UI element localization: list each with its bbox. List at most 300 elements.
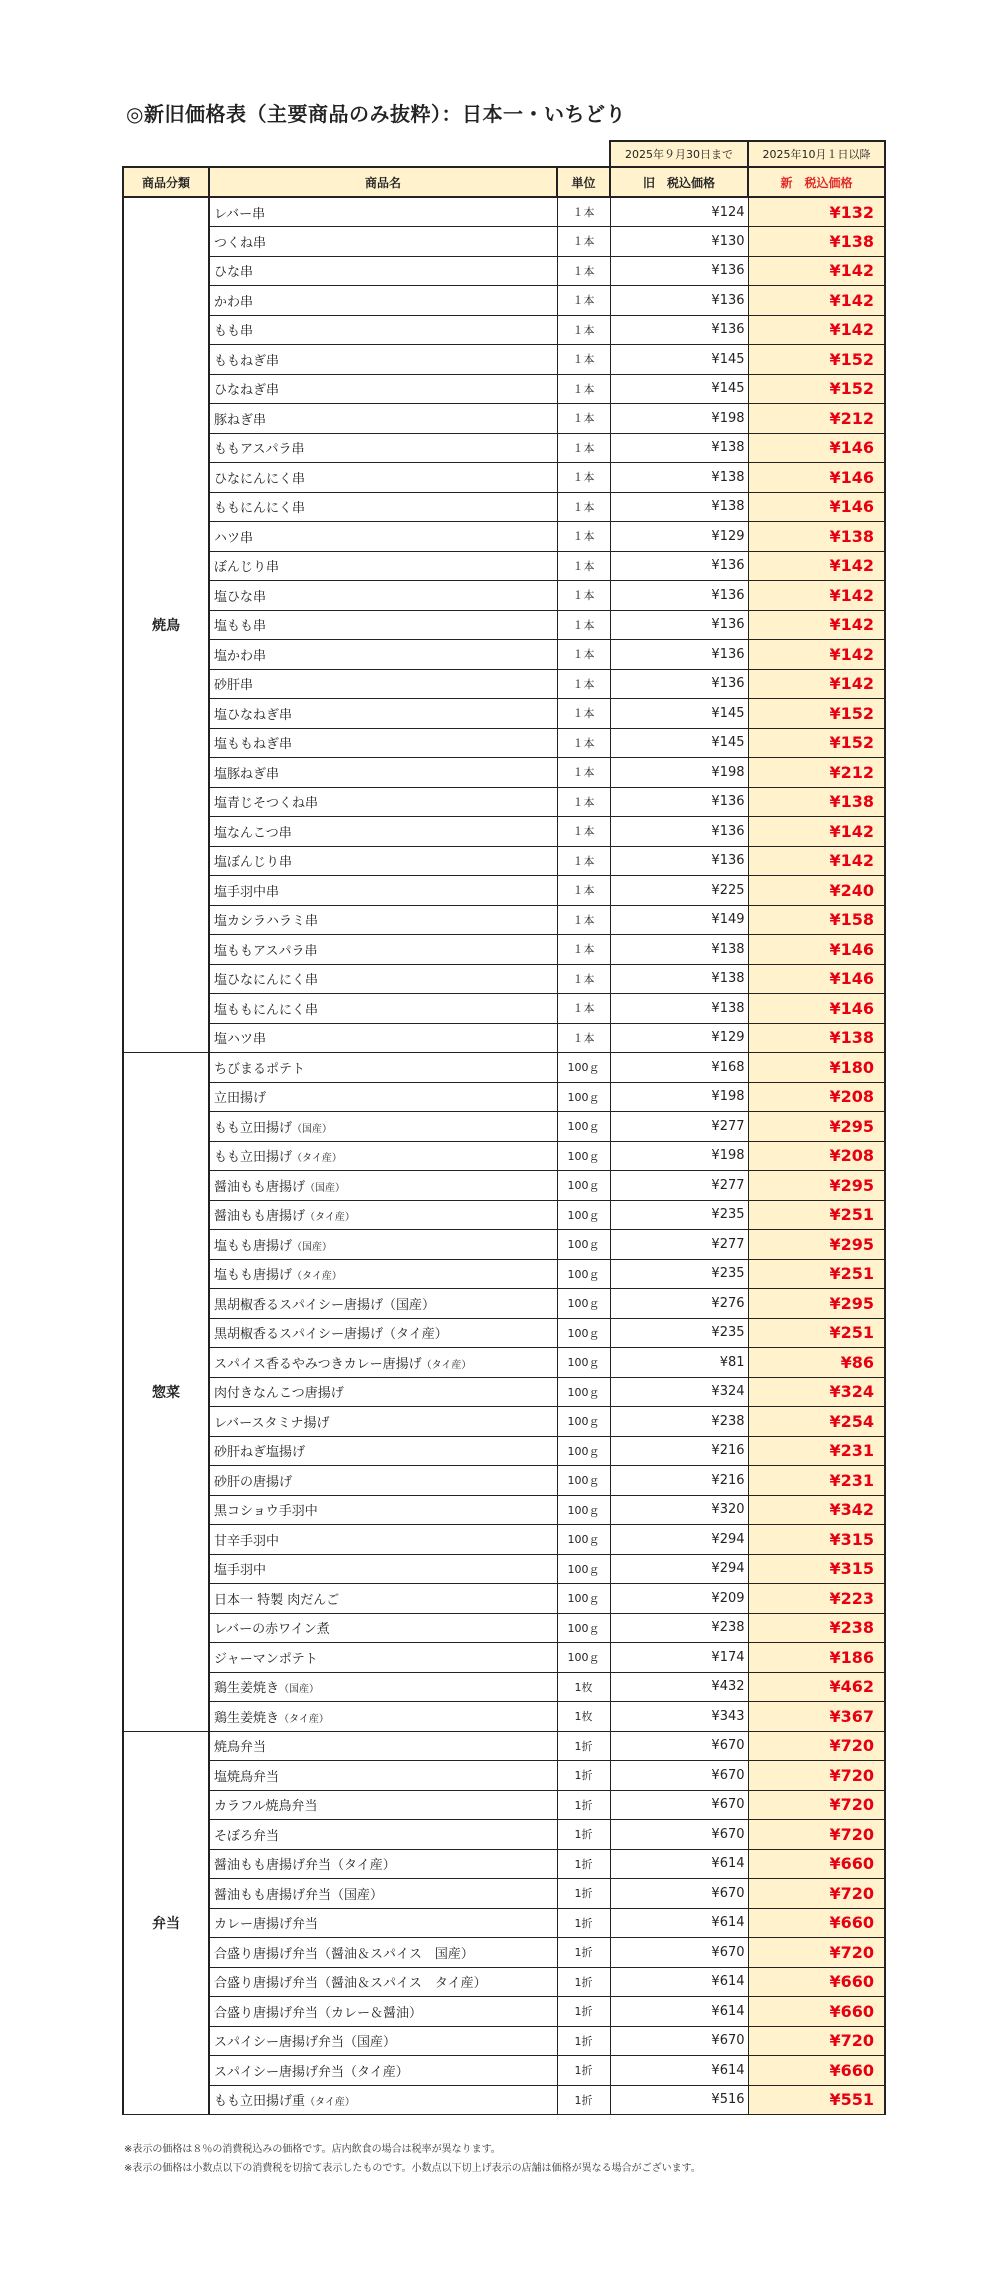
table-row	[123, 1938, 885, 1968]
table-row	[123, 640, 885, 670]
table-row	[123, 905, 885, 935]
table-row	[123, 1436, 885, 1466]
old-price-cell: ¥238	[610, 1613, 748, 1643]
item-name: スパイシー唐揚げ弁当（タイ産）	[214, 2064, 409, 2080]
item-name: 塩かわ串	[214, 648, 267, 664]
item-name-cell	[209, 964, 557, 994]
unit-cell: 1折	[557, 1790, 610, 1820]
old-price-cell: ¥136	[610, 551, 748, 581]
unit-cell: １本	[557, 197, 610, 227]
unit-cell: １本	[557, 964, 610, 994]
unit-cell: 1折	[557, 1849, 610, 1879]
item-name-cell	[209, 1525, 557, 1555]
category-cell: 惣菜	[123, 1053, 209, 1732]
footnotes	[124, 2140, 701, 2178]
item-name-cell	[209, 1053, 557, 1083]
item-name-cell	[209, 1023, 557, 1053]
table-row	[123, 197, 885, 227]
page-title: ◎新旧価格表（主要商品のみ抜粋）：日本一・いちどり	[126, 102, 626, 126]
item-name-cell	[209, 1643, 557, 1673]
new-price-cell: ¥720	[748, 1820, 885, 1850]
item-name: カレー唐揚げ弁当	[214, 1917, 319, 1933]
table-row	[123, 2026, 885, 2056]
new-price-cell: ¥231	[748, 1466, 885, 1496]
item-name: 塩ハツ串	[214, 1032, 267, 1048]
item-name: もも立田揚げ重	[214, 2094, 306, 2110]
table-row	[123, 1495, 885, 1525]
item-name-cell	[209, 1790, 557, 1820]
new-price-cell: ¥158	[748, 905, 885, 935]
old-price-cell: ¥225	[610, 876, 748, 906]
new-price-cell: ¥152	[748, 699, 885, 729]
item-name-cell	[209, 492, 557, 522]
old-price-cell: ¥670	[610, 1938, 748, 1968]
item-name-cell	[209, 2026, 557, 2056]
table-row	[123, 1141, 885, 1171]
item-name-cell	[209, 1849, 557, 1879]
name-column-header: 商品名	[209, 167, 557, 197]
item-origin-note: （国産）	[279, 1684, 320, 1696]
table-row	[123, 1584, 885, 1614]
old-price-cell: ¥198	[610, 1082, 748, 1112]
old-price-cell: ¥145	[610, 699, 748, 729]
table-row	[123, 1613, 885, 1643]
old-price-column-header: 旧 税込価格	[610, 167, 748, 197]
table-row	[123, 1908, 885, 1938]
new-price-cell: ¥315	[748, 1554, 885, 1584]
unit-cell: １本	[557, 905, 610, 935]
item-name-cell	[209, 846, 557, 876]
unit-cell: １本	[557, 758, 610, 788]
table-row	[123, 404, 885, 434]
table-row	[123, 256, 885, 286]
unit-cell: １本	[557, 581, 610, 611]
table-row	[123, 610, 885, 640]
unit-cell: 100ｇ	[557, 1466, 610, 1496]
new-price-cell: ¥146	[748, 994, 885, 1024]
table-row	[123, 522, 885, 552]
item-name: 醤油もも唐揚げ弁当（国産）	[214, 1887, 384, 1903]
old-price-cell: ¥216	[610, 1436, 748, 1466]
item-name: 合盛り唐揚げ弁当（醤油＆スパイス 国産）	[214, 1946, 474, 1962]
item-name-cell	[209, 1141, 557, 1171]
old-price-cell: ¥136	[610, 286, 748, 316]
unit-cell: 100ｇ	[557, 1525, 610, 1555]
item-name-cell	[209, 1731, 557, 1761]
item-origin-note: （タイ産）	[421, 1359, 472, 1371]
unit-cell: 1折	[557, 2026, 610, 2056]
table-row	[123, 728, 885, 758]
item-name: 鶏生姜焼き	[214, 1710, 280, 1726]
item-name-cell	[209, 1584, 557, 1614]
unit-cell: 100ｇ	[557, 1141, 610, 1171]
new-price-cell: ¥720	[748, 1731, 885, 1761]
table-row	[123, 1171, 885, 1201]
table-body	[123, 197, 885, 2115]
old-price-cell: ¥138	[610, 463, 748, 493]
old-price-cell: ¥343	[610, 1702, 748, 1732]
table-row	[123, 315, 885, 345]
item-name: 塩ひなねぎ串	[214, 707, 293, 723]
item-name-cell	[209, 1938, 557, 1968]
table-row	[123, 1967, 885, 1997]
item-origin-note: （タイ産）	[305, 1212, 355, 1224]
old-price-cell: ¥136	[610, 817, 748, 847]
item-origin-note: （タイ産）	[305, 2097, 355, 2109]
item-name-cell	[209, 1672, 557, 1702]
table-row	[123, 227, 885, 257]
old-price-cell: ¥136	[610, 581, 748, 611]
unit-cell: １本	[557, 256, 610, 286]
unit-cell: 100ｇ	[557, 1053, 610, 1083]
unit-cell: １本	[557, 876, 610, 906]
old-period-header: 2025年９月30日まで	[610, 141, 748, 167]
old-price-cell: ¥235	[610, 1318, 748, 1348]
item-name: 塩もも唐揚げ	[214, 1238, 293, 1254]
item-name: 醤油もも唐揚げ	[214, 1179, 306, 1195]
item-name-cell	[209, 610, 557, 640]
item-name-cell	[209, 1200, 557, 1230]
item-name-cell	[209, 345, 557, 375]
new-price-cell: ¥152	[748, 728, 885, 758]
item-name: ももアスパラ串	[214, 442, 305, 458]
table-row	[123, 463, 885, 493]
old-price-cell: ¥198	[610, 1141, 748, 1171]
old-price-cell: ¥138	[610, 964, 748, 994]
item-name: レバースタミナ揚げ	[214, 1415, 330, 1431]
item-name-cell	[209, 1259, 557, 1289]
unit-cell: 100ｇ	[557, 1200, 610, 1230]
table-row	[123, 846, 885, 876]
new-price-cell: ¥295	[748, 1112, 885, 1142]
unit-cell: 1折	[557, 1997, 610, 2027]
item-name: ジャーマンポテト	[214, 1651, 318, 1667]
table-row	[123, 1112, 885, 1142]
table-row	[123, 1466, 885, 1496]
item-name-cell	[209, 1436, 557, 1466]
unit-column-header: 単位	[557, 167, 610, 197]
table-row	[123, 433, 885, 463]
unit-cell: 1折	[557, 2085, 610, 2115]
unit-cell: 1折	[557, 1820, 610, 1850]
item-name-cell	[209, 1908, 557, 1938]
table-row	[123, 1525, 885, 1555]
new-price-cell: ¥142	[748, 610, 885, 640]
unit-cell: １本	[557, 787, 610, 817]
footnote: ※表示の価格は８％の消費税込みの価格です。店内飲食の場合は税率が異なります。	[124, 2144, 501, 2155]
table-row	[123, 1790, 885, 1820]
old-price-cell: ¥136	[610, 315, 748, 345]
table-row	[123, 1407, 885, 1437]
item-name: 砂肝の唐揚げ	[214, 1474, 293, 1490]
unit-cell: １本	[557, 522, 610, 552]
new-price-cell: ¥342	[748, 1495, 885, 1525]
item-name-cell	[209, 728, 557, 758]
old-price-cell: ¥136	[610, 846, 748, 876]
table-row	[123, 935, 885, 965]
old-price-cell: ¥129	[610, 522, 748, 552]
item-name: 塩手羽中串	[214, 884, 280, 900]
item-name: 黒胡椒香るスパイシー唐揚げ（タイ産）	[214, 1327, 448, 1343]
item-name-cell	[209, 1820, 557, 1850]
item-name: 塩ひな串	[214, 589, 267, 605]
old-price-cell: ¥614	[610, 1967, 748, 1997]
item-name: 砂肝ねぎ塩揚げ	[214, 1445, 306, 1461]
unit-cell: １本	[557, 728, 610, 758]
new-price-cell: ¥138	[748, 1023, 885, 1053]
new-price-cell: ¥315	[748, 1525, 885, 1555]
new-price-cell: ¥660	[748, 1908, 885, 1938]
new-price-cell: ¥367	[748, 1702, 885, 1732]
new-price-cell: ¥238	[748, 1613, 885, 1643]
new-price-cell: ¥660	[748, 1849, 885, 1879]
unit-cell: 1枚	[557, 1702, 610, 1732]
old-price-cell: ¥432	[610, 1672, 748, 1702]
item-name: 塩青じそつくね串	[214, 796, 319, 812]
new-price-cell: ¥251	[748, 1318, 885, 1348]
unit-cell: １本	[557, 433, 610, 463]
item-name: スパイシー唐揚げ弁当（国産）	[214, 2035, 397, 2051]
new-price-cell: ¥720	[748, 1879, 885, 1909]
unit-cell: 1折	[557, 1879, 610, 1909]
unit-cell: １本	[557, 227, 610, 257]
unit-cell: 1折	[557, 2056, 610, 2086]
old-price-cell: ¥238	[610, 1407, 748, 1437]
new-price-cell: ¥251	[748, 1200, 885, 1230]
table-row	[123, 1997, 885, 2027]
old-price-cell: ¥670	[610, 1820, 748, 1850]
item-name-cell	[209, 315, 557, 345]
item-name: 合盛り唐揚げ弁当（醤油＆スパイス タイ産）	[214, 1976, 487, 1992]
new-price-cell: ¥720	[748, 1761, 885, 1791]
item-name: 塩豚ねぎ串	[214, 766, 280, 782]
table-row	[123, 1731, 885, 1761]
table-row	[123, 1348, 885, 1378]
item-name-cell	[209, 876, 557, 906]
old-price-cell: ¥145	[610, 374, 748, 404]
item-name-cell	[209, 1879, 557, 1909]
new-price-cell: ¥660	[748, 2056, 885, 2086]
item-name-cell	[209, 256, 557, 286]
new-price-cell: ¥142	[748, 256, 885, 286]
item-name: 塩ももねぎ串	[214, 737, 293, 753]
item-name-cell	[209, 1407, 557, 1437]
item-name: ももねぎ串	[214, 353, 280, 369]
new-price-cell: ¥240	[748, 876, 885, 906]
item-name: ハツ串	[214, 530, 254, 546]
old-price-cell: ¥320	[610, 1495, 748, 1525]
item-name-cell	[209, 1289, 557, 1319]
unit-cell: 100ｇ	[557, 1112, 610, 1142]
old-price-cell: ¥670	[610, 1790, 748, 1820]
item-name-cell	[209, 1348, 557, 1378]
item-name: 日本一 特製 肉だんご	[214, 1592, 340, 1608]
item-name-cell	[209, 905, 557, 935]
unit-cell: 100ｇ	[557, 1584, 610, 1614]
old-price-cell: ¥670	[610, 1731, 748, 1761]
unit-cell: １本	[557, 817, 610, 847]
item-name: そぼろ弁当	[214, 1828, 280, 1844]
table-row	[123, 994, 885, 1024]
old-price-cell: ¥138	[610, 994, 748, 1024]
new-price-cell: ¥138	[748, 522, 885, 552]
item-name-cell	[209, 699, 557, 729]
new-price-cell: ¥720	[748, 1790, 885, 1820]
item-name: 塩ももにんにく串	[214, 1002, 319, 1018]
item-name: 塩ひなにんにく串	[214, 973, 319, 989]
new-price-cell: ¥223	[748, 1584, 885, 1614]
old-price-cell: ¥174	[610, 1643, 748, 1673]
item-name-cell	[209, 433, 557, 463]
unit-cell: １本	[557, 669, 610, 699]
unit-cell: 100ｇ	[557, 1613, 610, 1643]
new-price-cell: ¥212	[748, 404, 885, 434]
old-price-cell: ¥670	[610, 1879, 748, 1909]
old-price-cell: ¥124	[610, 197, 748, 227]
item-name-cell	[209, 669, 557, 699]
item-name-cell	[209, 1082, 557, 1112]
new-price-cell: ¥295	[748, 1289, 885, 1319]
unit-cell: 100ｇ	[557, 1407, 610, 1437]
table-row	[123, 1643, 885, 1673]
item-name-cell	[209, 935, 557, 965]
new-price-cell: ¥146	[748, 492, 885, 522]
item-name: 醤油もも唐揚げ弁当（タイ産）	[214, 1858, 396, 1874]
new-price-cell: ¥212	[748, 758, 885, 788]
old-price-cell: ¥216	[610, 1466, 748, 1496]
unit-cell: 100ｇ	[557, 1171, 610, 1201]
new-price-cell: ¥660	[748, 1967, 885, 1997]
new-price-cell: ¥295	[748, 1230, 885, 1260]
table-row	[123, 1200, 885, 1230]
old-price-cell: ¥277	[610, 1112, 748, 1142]
item-name-cell	[209, 640, 557, 670]
header-spacer	[123, 141, 610, 167]
table-row	[123, 1318, 885, 1348]
unit-cell: 100ｇ	[557, 1318, 610, 1348]
item-name: かわ串	[214, 294, 254, 310]
table-row	[123, 1053, 885, 1083]
new-price-cell: ¥142	[748, 640, 885, 670]
item-name-cell	[209, 1702, 557, 1732]
item-name: もも立田揚げ	[214, 1150, 293, 1166]
table-row	[123, 1761, 885, 1791]
old-price-cell: ¥209	[610, 1584, 748, 1614]
item-name-cell	[209, 2085, 557, 2115]
unit-cell: 1折	[557, 1731, 610, 1761]
old-price-cell: ¥516	[610, 2085, 748, 2115]
old-price-cell: ¥198	[610, 404, 748, 434]
unit-cell: １本	[557, 551, 610, 581]
item-name: 塩ぼんじり串	[214, 855, 293, 871]
unit-cell: 100ｇ	[557, 1643, 610, 1673]
table-row	[123, 876, 885, 906]
old-price-cell: ¥136	[610, 787, 748, 817]
item-name: カラフル焼鳥弁当	[214, 1799, 318, 1815]
item-name: レバー串	[214, 206, 266, 222]
item-name: つくね串	[214, 235, 267, 251]
item-name-cell	[209, 1554, 557, 1584]
table-row	[123, 1023, 885, 1053]
old-price-cell: ¥168	[610, 1053, 748, 1083]
old-price-cell: ¥614	[610, 1997, 748, 2027]
item-name: 塩手羽中	[214, 1563, 267, 1579]
new-price-cell: ¥142	[748, 669, 885, 699]
price-table	[122, 140, 886, 2115]
old-price-cell: ¥294	[610, 1525, 748, 1555]
table-row	[123, 817, 885, 847]
item-name-cell	[209, 374, 557, 404]
table-row	[123, 345, 885, 375]
item-name-cell	[209, 1967, 557, 1997]
item-name-cell	[209, 227, 557, 257]
unit-cell: 100ｇ	[557, 1230, 610, 1260]
old-price-cell: ¥294	[610, 1554, 748, 1584]
item-name: レバーの赤ワイン煮	[214, 1622, 330, 1638]
item-name: 砂肝串	[214, 678, 254, 694]
table-row	[123, 758, 885, 788]
new-price-cell: ¥132	[748, 197, 885, 227]
item-name-cell	[209, 197, 557, 227]
item-name: 立田揚げ	[214, 1091, 267, 1107]
item-name: ちびまるポテト	[214, 1061, 306, 1077]
old-price-cell: ¥149	[610, 905, 748, 935]
new-price-column-header: 新 税込価格	[748, 167, 885, 197]
unit-cell: １本	[557, 463, 610, 493]
new-period-header: 2025年10月１日以降	[748, 141, 885, 167]
unit-cell: １本	[557, 404, 610, 434]
item-name: ひなねぎ串	[214, 383, 280, 399]
item-name: 黒コショウ手羽中	[214, 1504, 318, 1520]
unit-cell: １本	[557, 286, 610, 316]
item-name-cell	[209, 522, 557, 552]
table-row	[123, 1702, 885, 1732]
unit-cell: １本	[557, 699, 610, 729]
new-price-cell: ¥152	[748, 345, 885, 375]
unit-cell: １本	[557, 374, 610, 404]
item-name-cell	[209, 994, 557, 1024]
table-row	[123, 2056, 885, 2086]
item-name-cell	[209, 1613, 557, 1643]
table-row	[123, 374, 885, 404]
item-origin-note: （タイ産）	[292, 1271, 342, 1283]
unit-cell: １本	[557, 935, 610, 965]
new-price-cell: ¥142	[748, 286, 885, 316]
table-row	[123, 2085, 885, 2115]
new-price-cell: ¥231	[748, 1436, 885, 1466]
unit-cell: 1折	[557, 1761, 610, 1791]
item-name: 塩カシラハラミ串	[214, 914, 319, 930]
item-name: ももにんにく串	[214, 501, 306, 517]
new-price-cell: ¥720	[748, 2026, 885, 2056]
table-row	[123, 1554, 885, 1584]
old-price-cell: ¥130	[610, 227, 748, 257]
new-price-cell: ¥138	[748, 787, 885, 817]
item-name-cell	[209, 551, 557, 581]
table-row	[123, 1879, 885, 1909]
unit-cell: １本	[557, 640, 610, 670]
item-name-cell	[209, 463, 557, 493]
category-cell: 弁当	[123, 1731, 209, 2115]
new-price-cell: ¥186	[748, 1643, 885, 1673]
new-price-cell: ¥142	[748, 846, 885, 876]
new-price-cell: ¥146	[748, 433, 885, 463]
category-cell: 焼鳥	[123, 197, 209, 1053]
old-price-cell: ¥614	[610, 1908, 748, 1938]
unit-cell: １本	[557, 610, 610, 640]
item-name: 焼鳥弁当	[214, 1740, 267, 1756]
item-name: 塩ももアスパラ串	[214, 943, 318, 959]
